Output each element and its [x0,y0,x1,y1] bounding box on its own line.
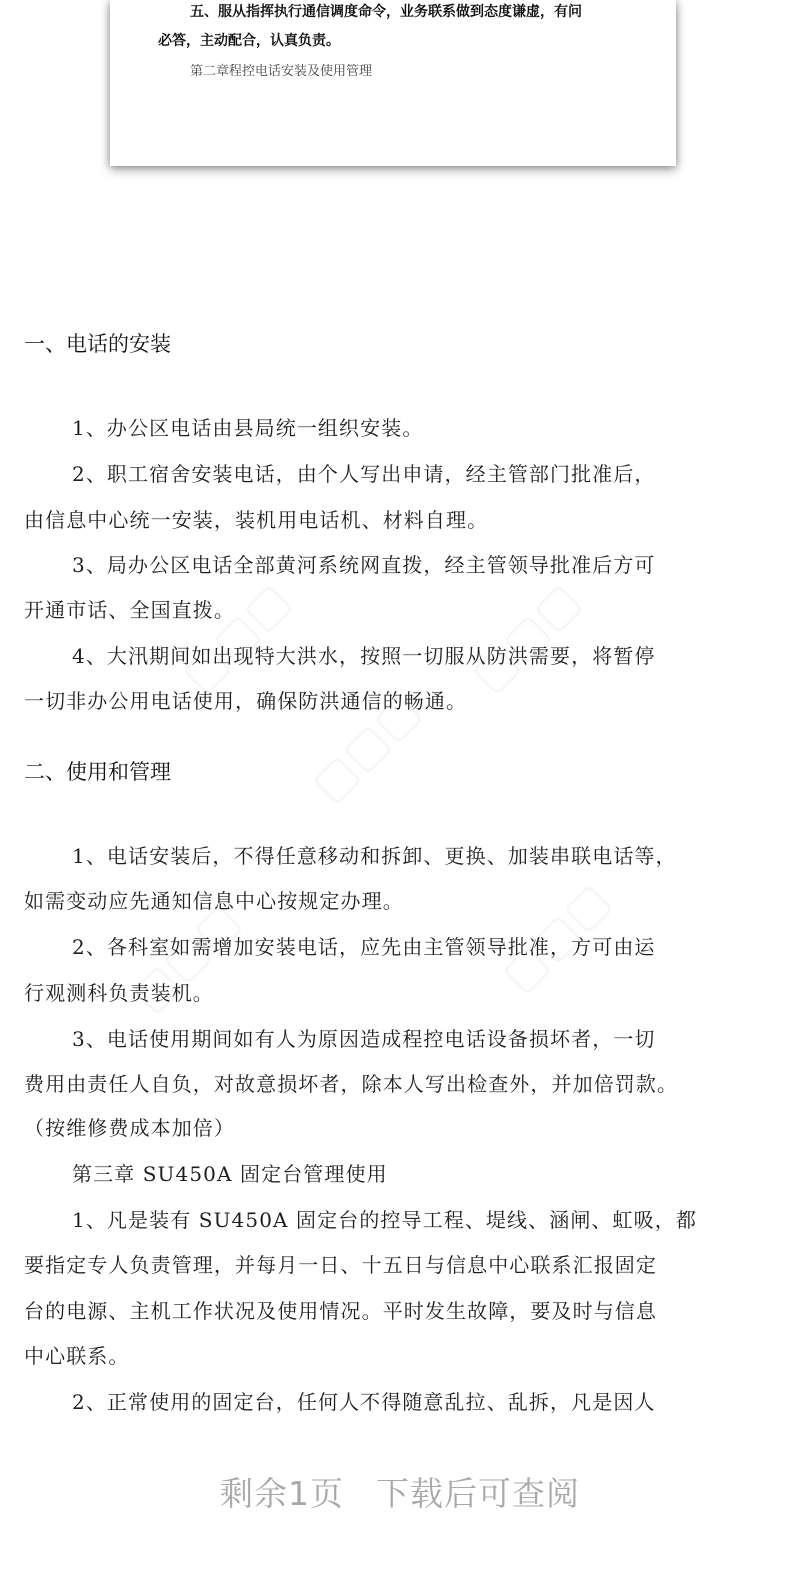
paragraph-line: 1、电话安装后，不得任意移动和拆卸、更换、加装串联电话等， [72,844,677,868]
prev-page-line: 五、服从指挥执行通信调度命令，业务联系做到态度谦虚，有问 [190,4,582,20]
paragraph-line: 2、各科室如需增加安装电话，应先由主管领导批准，方可由运 [72,935,656,959]
chapter-title: 第三章 SU450A 固定台管理使用 [72,1162,388,1186]
paragraph-line: 中心联系。 [24,1344,130,1368]
paragraph-line: 行观测科负责装机。 [24,981,214,1005]
paragraph-line: 3、电话使用期间如有人为原因造成程控电话设备损坏者，一切 [72,1027,656,1051]
section-heading: 二、使用和管理 [24,760,171,784]
section-heading: 一、电话的安装 [24,332,171,356]
chapter-title: 第二章程控电话安装及使用管理 [190,64,373,79]
paragraph-line: 2、职工宿舍安装电话，由个人写出申请，经主管部门批准后， [72,462,656,486]
paragraph-line: 2、正常使用的固定台，任何人不得随意乱拉、乱拆，凡是因人 [72,1390,656,1414]
paragraph-line: 3、局办公区电话全部黄河系统网直拨，经主管领导批准后方可 [72,553,656,577]
download-to-view-text[interactable]: 下载后可查阅 [376,1474,580,1513]
paragraph-line: 开通市话、全国直拨。 [24,598,235,622]
prev-page-line: 必答，主动配合，认真负责。 [158,33,340,49]
paragraph-line: （按维修费成本加倍） [24,1116,235,1140]
paragraph-line: 如需变动应先通知信息中心按规定办理。 [24,889,404,913]
download-prompt[interactable] [0,1468,800,1515]
previous-page-card [110,0,676,166]
paragraph-line: 4、大汛期间如出现特大洪水，按照一切服从防洪需要，将暂停 [72,644,656,668]
paragraph-line: 由信息中心统一安装，装机用电话机、材料自理。 [24,508,489,532]
paragraph-line: 费用由责任人自负，对故意损坏者，除本人写出检查外，并加倍罚款。 [24,1072,679,1096]
paragraph-line: 台的电源、主机工作状况及使用情况。平时发生故障，要及时与信息 [24,1299,657,1323]
watermark [460,572,590,702]
paragraph-line: 1、凡是装有 SU450A 固定台的控导工程、堤线、涵闸、虹吸，都 [72,1208,697,1232]
paragraph-line: 一切非办公用电话使用，确保防洪通信的畅通。 [24,689,468,713]
paragraph-line: 1、办公区电话由县局统一组织安装。 [72,416,424,440]
watermark [170,572,300,702]
remaining-pages-text: 剩余1页 [220,1474,344,1513]
paragraph-line: 要指定专人负责管理，并每月一日、十五日与信息中心联系汇报固定 [24,1253,657,1277]
